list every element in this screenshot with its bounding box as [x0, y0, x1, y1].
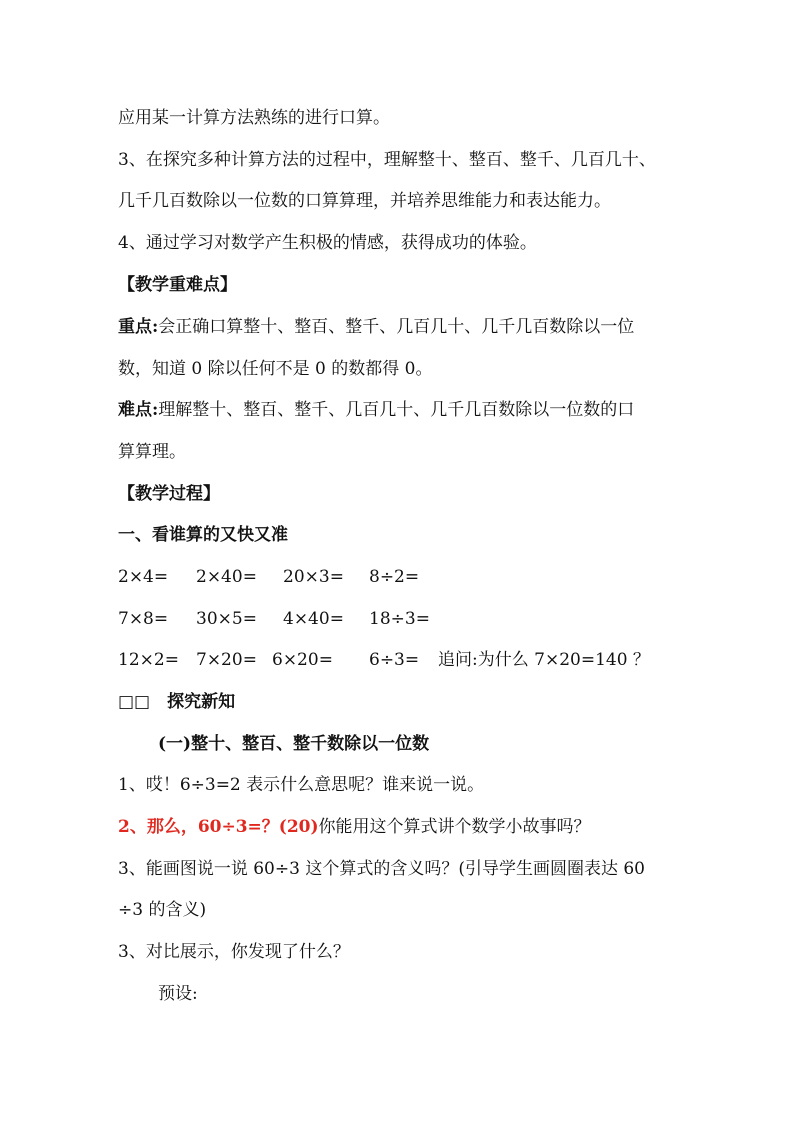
exercise: 7×8= — [118, 609, 169, 629]
question-highlight: 2、那么，60÷3=？(20) — [118, 817, 319, 837]
prediction-label: 预设: — [158, 984, 198, 1004]
exercise: 2×40= — [196, 567, 257, 587]
text-line: 应用某一计算方法熟练的进行口算。 — [118, 108, 390, 128]
subsection-heading: □□ 探究新知 — [118, 692, 236, 712]
question — [118, 815, 591, 839]
question: 1、哎！6÷3=2 表示什么意思呢？谁来说一说。 — [118, 775, 485, 795]
exercise: 6÷3= — [369, 650, 420, 670]
section-heading: 【教学重难点】 — [118, 275, 237, 295]
difficult-point-text: 理解整十、整百、整千、几百几十、几千几百数除以一位数的口 — [158, 400, 635, 420]
text-line: 算算理。 — [118, 442, 186, 462]
difficult-point — [118, 398, 634, 422]
exercise: 30×5= — [196, 609, 257, 629]
exercise: 7×20= — [196, 650, 257, 670]
key-point-label: 重点: — [118, 317, 159, 337]
subsection-heading: 一、看谁算的又快又准 — [118, 525, 288, 545]
text-line: ÷3 的含义) — [118, 900, 207, 920]
text-line: 3、在探究多种计算方法的过程中，理解整十、整百、整千、几百几十、 — [118, 150, 656, 170]
exercise: 4×40= — [283, 609, 344, 629]
exercise: 6×20= — [272, 650, 333, 670]
difficult-point-label: 难点: — [118, 400, 159, 420]
text-line: 几千几百数除以一位数的口算算理，并培养思维能力和表达能力。 — [118, 191, 611, 211]
key-point-text: 会正确口算整十、整百、整千、几百几十、几千几百数除以一位 — [158, 317, 635, 337]
exercise: 20×3= — [283, 567, 344, 587]
question: 3、对比展示，你发现了什么？ — [118, 942, 350, 962]
exercise: 8÷2= — [369, 567, 420, 587]
question-text: 你能用这个算式讲个数学小故事吗？ — [318, 817, 591, 837]
text-line: 数，知道 0 除以任何不是 0 的数都得 0。 — [118, 359, 433, 379]
exercise: 12×2= — [118, 650, 179, 670]
followup-question: 追问:为什么 7×20=140 ？ — [438, 650, 650, 670]
exercise: 18÷3= — [369, 609, 430, 629]
subsection-title: (一)整十、整百、整千数除以一位数 — [158, 734, 430, 754]
key-point — [118, 315, 634, 339]
text-line: 4、通过学习对数学产生积极的情感，获得成功的体验。 — [118, 233, 537, 253]
section-heading: 【教学过程】 — [118, 484, 220, 504]
question: 3、能画图说一说 60÷3 这个算式的含义吗？(引导学生画圆圈表达 60 — [118, 859, 645, 879]
exercise: 2×4= — [118, 567, 169, 587]
